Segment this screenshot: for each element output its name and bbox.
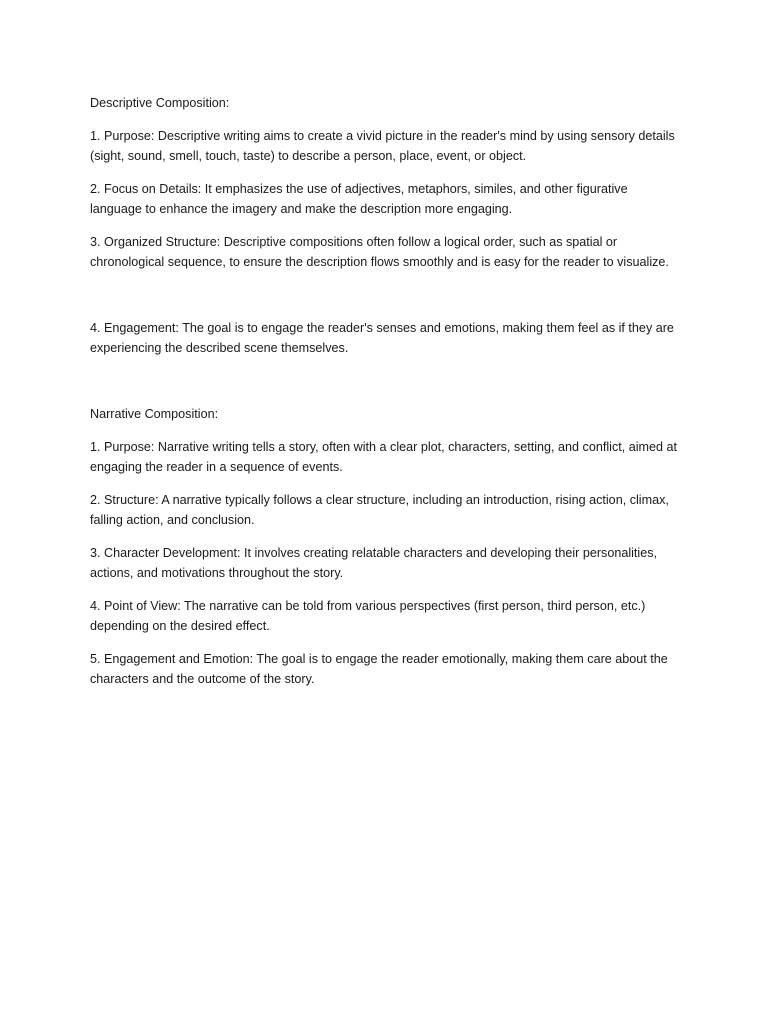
narrative-item-purpose: 1. Purpose: Narrative writing tells a story, often with a clear plot, characters, setting, and conflict, aimed at engaging the reader in a sequence of events. — [90, 440, 678, 474]
descriptive-item-focus: 2. Focus on Details: It emphasizes the use of adjectives, metaphors, similes, and other figurative language to enhance the imagery and make the description more engaging. — [90, 182, 628, 216]
section-gap — [90, 371, 678, 404]
narrative-item-character: 3. Character Development: It involves creating relatable characters and developing their personalities, actions, and motivations throughout the story. — [90, 546, 658, 580]
narrative-item-engagement: 5. Engagement and Emotion: The goal is to engage the reader emotionally, making them care about the characters and the outcome of the story. — [90, 652, 668, 686]
narrative-heading: Narrative Composition: — [90, 407, 219, 421]
descriptive-item-structure: 3. Organized Structure: Descriptive compositions often follow a logical order, such as spatial or chronological sequence, to ensure the description flows smoothly and is easy for the reader to visualize. — [90, 235, 669, 269]
descriptive-item-purpose: 1. Purpose: Descriptive writing aims to create a vivid picture in the reader's mind by using sensory details (sight, sound, smell, touch, taste) to describe a person, place, event, or object. — [90, 129, 675, 163]
paragraph-gap — [90, 285, 678, 318]
narrative-item-structure: 2. Structure: A narrative typically follows a clear structure, including an introduction, rising action, climax, falling action, and conclusion. — [90, 493, 669, 527]
descriptive-heading: Descriptive Composition: — [90, 96, 230, 110]
narrative-item-point-of-view: 4. Point of View: The narrative can be told from various perspectives (first person, third person, etc.) depending on the desired effect. — [90, 599, 646, 633]
descriptive-item-engagement: 4. Engagement: The goal is to engage the reader's senses and emotions, making them feel as if they are experiencing the described scene themselves. — [90, 321, 674, 355]
